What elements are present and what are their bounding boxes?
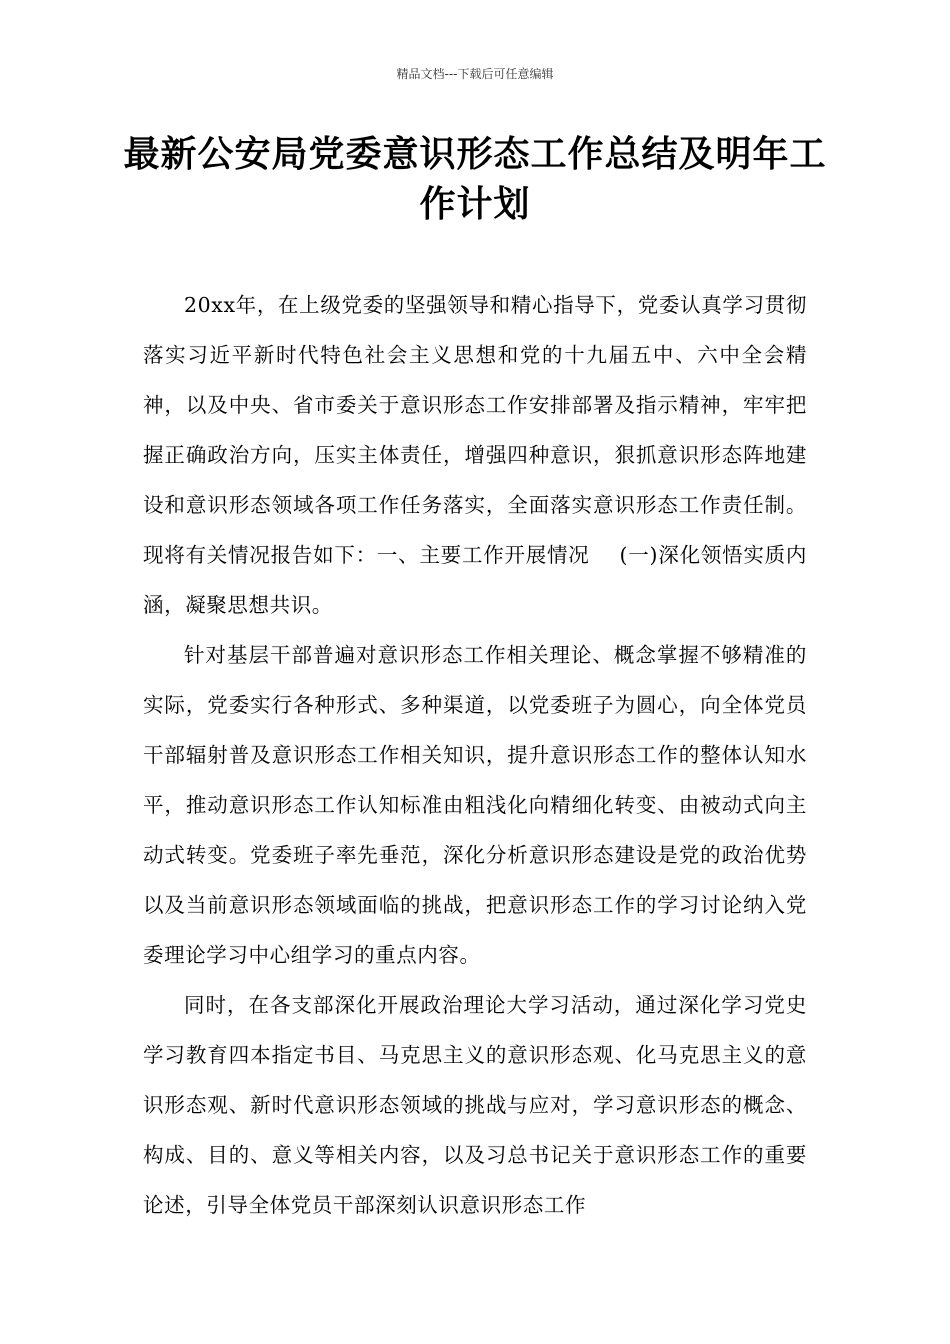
- paragraph-2: 针对基层干部普遍对意识形态工作相关理论、概念掌握不够精准的实际，党委实行各种形式、多种渠道，以党委班子为圆心，向全体党员干部辐射普及意识形态工作相关知识，提升意识形态工作的整体认知水平，推动意识形态工作认知标准由粗浅化向精细化转变、由被动式向主动式转变。党委班子率先垂范，深化分析意识形态建设是党的政治优势以及当前意识形态领域面临的挑战，把意识形态工作的学习讨论纳入党委理论学习中心组学习的重点内容。: [143, 643, 807, 967]
- document-body: [143, 280, 807, 1230]
- paragraph-1-main: 20xx年，在上级党委的坚强领导和精心指导下，党委认真学习贯彻落实习近平新时代特色社会主义思想和党的十九届五中、六中全会精神，以及中央、省市委关于意识形态工作安排部署及指示精神，牢牢把握正确政治方向，压实主体责任，增强四种意识，狠抓意识形态阵地建设和意识形态领域各项工作任务落实，全面落实意识形态工作责任制。现将有关情况报告如下：一、主要工作开展情况: [143, 293, 807, 567]
- page-header: 精品文档---下载后可任意编辑: [396, 67, 554, 81]
- section-subheading: (一)深化领悟实质内涵，凝聚思想共识。: [143, 543, 807, 617]
- document-title: 最新公安局党委意识形态工作总结及明年工作计划: [123, 134, 827, 225]
- paragraph-1: [143, 280, 807, 630]
- paragraph-3: 同时，在各支部深化开展政治理论大学习活动，通过深化学习党史学习教育四本指定书目、马克思主义的意识形态观、化马克思主义的意识形态观、新时代意识形态领域的挑战与应对，学习意识形态的概念、构成、目的、意义等相关内容，以及习总书记关于意识形态工作的重要论述，引导全体党员干部深刻认识意识形态工作: [143, 993, 807, 1217]
